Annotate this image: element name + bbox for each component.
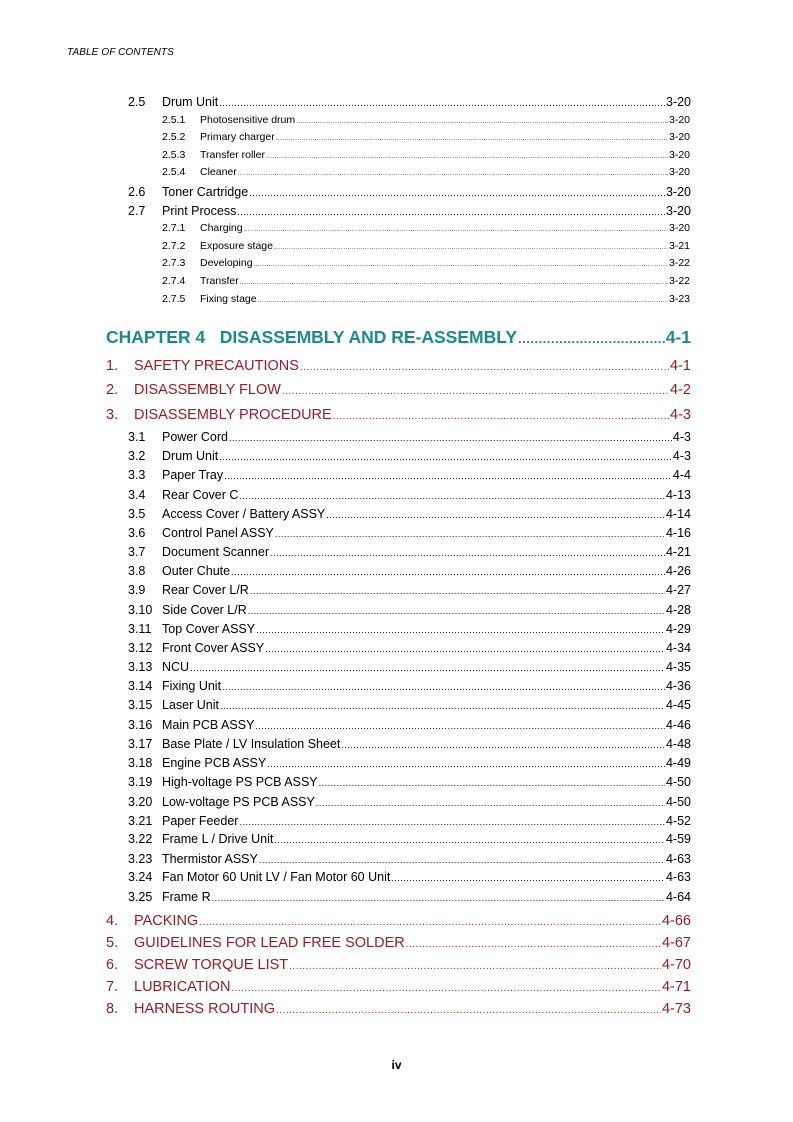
toc-entry-title: DISASSEMBLY FLOW (134, 382, 281, 398)
toc-entry-page: 3-21 (668, 240, 690, 252)
toc-entry-title: HARNESS ROUTING (134, 1001, 275, 1017)
toc-entry[interactable] (128, 526, 691, 545)
toc-leader-dots (300, 362, 669, 373)
toc-entry-number: 3.5 (128, 507, 146, 521)
toc-entry[interactable] (128, 488, 691, 507)
toc-leader-dots (199, 917, 661, 928)
toc-entry-page: 3-22 (668, 257, 690, 269)
toc-entry[interactable] (106, 1001, 691, 1023)
toc-entry-title: Fan Motor 60 Unit LV / Fan Motor 60 Unit (162, 870, 391, 884)
toc-entry[interactable] (128, 507, 691, 526)
toc-entry-title: Laser Unit (162, 698, 219, 712)
toc-entry[interactable] (106, 358, 691, 380)
toc-entry[interactable] (162, 275, 690, 292)
toc-entry-title: Control Panel ASSY (162, 526, 274, 540)
toc-entry-page: 4-45 (665, 698, 691, 712)
toc-entry-number: 3.25 (128, 890, 153, 904)
toc-entry[interactable] (128, 603, 691, 622)
toc-entry-title: Toner Cartridge (162, 185, 249, 199)
toc-entry-page: 4-63 (665, 870, 691, 884)
toc-leader-dots (239, 491, 665, 501)
toc-entry-number: 3.1 (128, 430, 146, 444)
toc-entry-number: 2. (106, 382, 119, 398)
toc-leader-dots (250, 586, 665, 596)
toc-entry[interactable] (162, 131, 690, 148)
toc-entry[interactable] (128, 545, 691, 564)
toc-entry-number: 3.21 (128, 814, 153, 828)
toc-entry[interactable] (162, 240, 690, 257)
toc-leader-dots (265, 644, 665, 654)
toc-entry-page: 4-46 (665, 718, 691, 732)
toc-entry-title: GUIDELINES FOR LEAD FREE SOLDER (134, 935, 405, 951)
toc-entry-title: Access Cover / Battery ASSY (162, 507, 326, 521)
toc-entry[interactable] (128, 468, 691, 487)
toc-entry-title: High-voltage PS PCB ASSY (162, 775, 318, 789)
page-number: iv (391, 1058, 402, 1072)
toc-entry-page: 4-34 (665, 641, 691, 655)
toc-leader-dots (518, 331, 665, 346)
toc-entry-number: 2.5.1 (162, 114, 186, 126)
toc-entry[interactable] (128, 718, 691, 737)
toc-entry-number: 3.11 (128, 622, 152, 636)
toc-entry-number: 2.5.4 (162, 166, 186, 178)
toc-chapter-title: CHAPTER 4 DISASSEMBLY AND RE-ASSEMBLY (106, 327, 518, 347)
toc-entry-number: 2.7.2 (162, 240, 186, 252)
toc-entry-title: Top Cover ASSY (162, 622, 256, 636)
toc-leader-dots (219, 98, 665, 108)
toc-entry-page: 4-50 (665, 795, 691, 809)
toc-entry[interactable] (128, 890, 691, 909)
toc-entry[interactable] (128, 870, 691, 889)
toc-leader-dots (256, 625, 665, 635)
toc-entry-page: 4-29 (665, 622, 691, 636)
toc-entry[interactable] (106, 935, 691, 957)
toc-entry-page: 4-48 (665, 737, 691, 751)
toc-entry-number: 3.23 (128, 852, 153, 866)
toc-entry-page: 4-28 (665, 603, 691, 617)
toc-entry-number: 5. (106, 935, 119, 951)
toc-leader-dots (406, 939, 661, 950)
toc-leader-dots (296, 119, 668, 125)
toc-leader-dots (237, 207, 665, 217)
toc-entry-title: Engine PCB ASSY (162, 756, 267, 770)
toc-entry-title: Front Cover ASSY (162, 641, 265, 655)
toc-entry-number: 4. (106, 913, 119, 929)
toc-leader-dots (212, 893, 665, 903)
toc-entry-page: 4-16 (665, 526, 691, 540)
toc-entry[interactable] (128, 832, 691, 851)
toc-entry[interactable] (128, 814, 691, 833)
toc-entry-page: 4-50 (665, 775, 691, 789)
toc-entry-title: Transfer (200, 275, 239, 287)
toc-leader-dots (270, 548, 665, 558)
toc-entry[interactable] (162, 149, 690, 166)
toc-entry[interactable] (162, 114, 690, 131)
toc-entry-title: Base Plate / LV Insulation Sheet (162, 737, 341, 751)
toc-entry-number: 3.22 (128, 832, 153, 846)
toc-entry-title: Document Scanner (162, 545, 270, 559)
toc-entry-page: 3-23 (668, 293, 690, 305)
toc-entry[interactable] (128, 756, 691, 775)
toc-leader-dots (289, 961, 661, 972)
toc-entry-number: 3.18 (128, 756, 153, 770)
toc-entry-page: 4-36 (665, 679, 691, 693)
toc-entry-page: 4-26 (665, 564, 691, 578)
toc-entry-page: 3-20 (668, 149, 690, 161)
toc-entry-number: 3.12 (128, 641, 153, 655)
toc-entry[interactable] (128, 583, 691, 602)
toc-entry[interactable] (128, 795, 691, 814)
toc-leader-dots (266, 154, 668, 160)
toc-chapter-page: 4-1 (665, 327, 691, 347)
toc-entry[interactable] (128, 564, 691, 583)
toc-entry[interactable] (128, 449, 691, 468)
toc-entry-number: 2.5.2 (162, 131, 186, 143)
toc-entry-number: 3. (106, 407, 119, 423)
toc-entry-number: 2.7.3 (162, 257, 186, 269)
toc-entry[interactable] (128, 95, 691, 114)
toc-leader-dots (255, 721, 665, 731)
toc-entry-title: DISASSEMBLY PROCEDURE (134, 407, 332, 423)
toc-entry[interactable] (128, 204, 691, 223)
toc-entry-page: 4-14 (665, 507, 691, 521)
toc-leader-dots (219, 452, 672, 462)
toc-entry-title: Charging (200, 222, 243, 234)
toc-entry[interactable] (128, 737, 691, 756)
toc-leader-dots (319, 778, 665, 788)
toc-entry-page: 4-13 (665, 488, 691, 502)
toc-leader-dots (254, 262, 668, 268)
toc-entry-number: 3.10 (128, 603, 153, 617)
toc-entry-page: 4-52 (665, 814, 691, 828)
toc-entry-title: Rear Cover L/R (162, 583, 249, 597)
toc-entry-number: 2.6 (128, 185, 146, 199)
toc-entry-title: Fixing stage (200, 293, 257, 305)
toc-entry-title: Low-voltage PS PCB ASSY (162, 795, 315, 809)
toc-entry-title: Exposure stage (200, 240, 273, 252)
toc-leader-dots (229, 433, 672, 443)
toc-entry-title: NCU (162, 660, 190, 674)
toc-entry-title: Drum Unit (162, 449, 219, 463)
toc-leader-dots (238, 171, 668, 177)
toc-entry-page: 4-73 (661, 1001, 691, 1017)
toc-entry-page: 4-3 (672, 449, 691, 463)
toc-entry-number: 3.2 (128, 449, 146, 463)
toc-leader-dots (391, 873, 665, 883)
toc-entry-number: 3.19 (128, 775, 153, 789)
toc-entry-title: Drum Unit (162, 95, 219, 109)
toc-entry[interactable] (162, 293, 690, 310)
running-header: TABLE OF CONTENTS (67, 47, 174, 58)
toc-entry-page: 4-67 (661, 935, 691, 951)
toc-entry[interactable] (106, 407, 691, 429)
toc-entry-number: 3.4 (128, 488, 146, 502)
toc-entry-title: Power Cord (162, 430, 228, 444)
toc-leader-dots (316, 798, 665, 808)
toc-entry-page: 4-35 (665, 660, 691, 674)
toc-entry[interactable] (128, 775, 691, 794)
toc-entry-page: 4-1 (670, 358, 691, 374)
toc-entry-title: SAFETY PRECAUTIONS (134, 358, 299, 374)
toc-leader-dots (222, 682, 665, 692)
toc-entry-number: 2.7.5 (162, 293, 186, 305)
toc-leader-dots (240, 280, 668, 286)
toc-entry[interactable] (106, 382, 691, 404)
toc-leader-dots (231, 983, 661, 994)
toc-entry-number: 2.7.1 (162, 222, 186, 234)
toc-entry-page: 3-22 (668, 275, 690, 287)
toc-entry-page: 4-21 (665, 545, 691, 559)
toc-leader-dots (275, 529, 665, 539)
toc-leader-dots (259, 855, 665, 865)
toc-leader-dots (231, 567, 665, 577)
toc-entry-title: Frame R (162, 890, 211, 904)
toc-entry-title: Fixing Unit (162, 679, 222, 693)
toc-entry[interactable] (106, 913, 691, 935)
toc-entry[interactable] (128, 679, 691, 698)
toc-entry-number: 2.7 (128, 204, 146, 218)
toc-entry-page: 3-20 (668, 166, 690, 178)
toc-leader-dots (274, 835, 665, 845)
toc-entry-title: Thermistor ASSY (162, 852, 258, 866)
toc-entry-page: 4-64 (665, 890, 691, 904)
toc-entry-title: Outer Chute (162, 564, 231, 578)
toc-leader-dots (276, 1005, 661, 1016)
toc-entry[interactable] (128, 430, 691, 449)
toc-entry-number: 3.9 (128, 583, 146, 597)
toc-entry-number: 3.13 (128, 660, 153, 674)
toc-leader-dots (282, 386, 669, 397)
toc-entry-page: 4-71 (661, 979, 691, 995)
toc-leader-dots (224, 471, 672, 481)
toc-entry-page: 4-27 (665, 583, 691, 597)
toc-entry-page: 3-20 (665, 185, 691, 199)
toc-leader-dots (258, 298, 668, 304)
toc-entry-title: PACKING (134, 913, 199, 929)
toc-entry-page: 4-3 (670, 407, 691, 423)
toc-entry[interactable] (128, 185, 691, 204)
toc-entry-title: Transfer roller (200, 149, 265, 161)
toc-entry-number: 7. (106, 979, 119, 995)
toc-leader-dots (220, 701, 665, 711)
toc-entry-number: 6. (106, 957, 119, 973)
toc-entry-number: 1. (106, 358, 119, 374)
toc-entry-title: Print Process (162, 204, 237, 218)
toc-entry[interactable] (162, 222, 690, 239)
toc-entry-page: 4-66 (661, 913, 691, 929)
toc-entry-number: 3.8 (128, 564, 146, 578)
toc-entry-number: 8. (106, 1001, 119, 1017)
toc-entry-number: 3.7 (128, 545, 146, 559)
toc-leader-dots (249, 188, 665, 198)
toc-entry-number: 3.14 (128, 679, 153, 693)
toc-entry-number: 3.17 (128, 737, 153, 751)
toc-leader-dots (274, 245, 668, 251)
toc-leader-dots (333, 411, 669, 422)
toc-entry-page: 4-59 (665, 832, 691, 846)
toc-entry-page: 3-20 (668, 131, 690, 143)
toc-entry[interactable] (128, 852, 691, 871)
toc-entry-number: 2.5.3 (162, 149, 186, 161)
toc-entry-title: Paper Tray (162, 468, 224, 482)
toc-chapter-heading[interactable] (106, 327, 691, 348)
toc-entry-title: Cleaner (200, 166, 237, 178)
toc-leader-dots (190, 663, 665, 673)
toc-entry-title: Frame L / Drive Unit (162, 832, 274, 846)
toc-entry-number: 3.16 (128, 718, 153, 732)
toc-entry-title: LUBRICATION (134, 979, 231, 995)
toc-entry[interactable] (162, 166, 690, 183)
toc-entry-title: Primary charger (200, 131, 275, 143)
toc-leader-dots (267, 759, 665, 769)
toc-entry[interactable] (128, 660, 691, 679)
toc-entry-title: Developing (200, 257, 253, 269)
toc-leader-dots (326, 510, 665, 520)
toc-entry-number: 3.24 (128, 870, 153, 884)
toc-entry-title: SCREW TORQUE LIST (134, 957, 289, 973)
toc-entry[interactable] (128, 622, 691, 641)
toc-entry-number: 2.5 (128, 95, 146, 109)
toc-entry-page: 4-70 (661, 957, 691, 973)
toc-entry-number: 3.20 (128, 795, 153, 809)
toc-entry-page: 4-63 (665, 852, 691, 866)
toc-leader-dots (276, 136, 668, 142)
toc-entry-page: 3-20 (668, 114, 690, 126)
toc-leader-dots (244, 227, 668, 233)
toc-entry[interactable] (106, 979, 691, 1001)
toc-entry-page: 3-20 (665, 204, 691, 218)
toc-entry-number: 2.7.4 (162, 275, 186, 287)
toc-entry-title: Rear Cover C (162, 488, 239, 502)
toc-leader-dots (248, 606, 665, 616)
toc-entry-number: 3.6 (128, 526, 146, 540)
toc-entry-number: 3.3 (128, 468, 146, 482)
toc-entry-page: 3-20 (665, 95, 691, 109)
toc-entry-number: 3.15 (128, 698, 153, 712)
toc-entry-page: 4-2 (670, 382, 691, 398)
toc-entry[interactable] (162, 257, 690, 274)
toc-leader-dots (239, 817, 665, 827)
toc-leader-dots (341, 740, 665, 750)
toc-entry-title: Paper Feeder (162, 814, 239, 828)
toc-entry[interactable] (106, 957, 691, 979)
toc-entry-page: 3-20 (668, 222, 690, 234)
toc-entry[interactable] (128, 641, 691, 660)
toc-entry-title: Side Cover L/R (162, 603, 247, 617)
toc-entry[interactable] (128, 698, 691, 717)
toc-entry-page: 4-4 (672, 468, 691, 482)
toc-entry-title: Photosensitive drum (200, 114, 296, 126)
toc-entry-page: 4-49 (665, 756, 691, 770)
toc-entry-page: 4-3 (672, 430, 691, 444)
toc-entry-title: Main PCB ASSY (162, 718, 255, 732)
